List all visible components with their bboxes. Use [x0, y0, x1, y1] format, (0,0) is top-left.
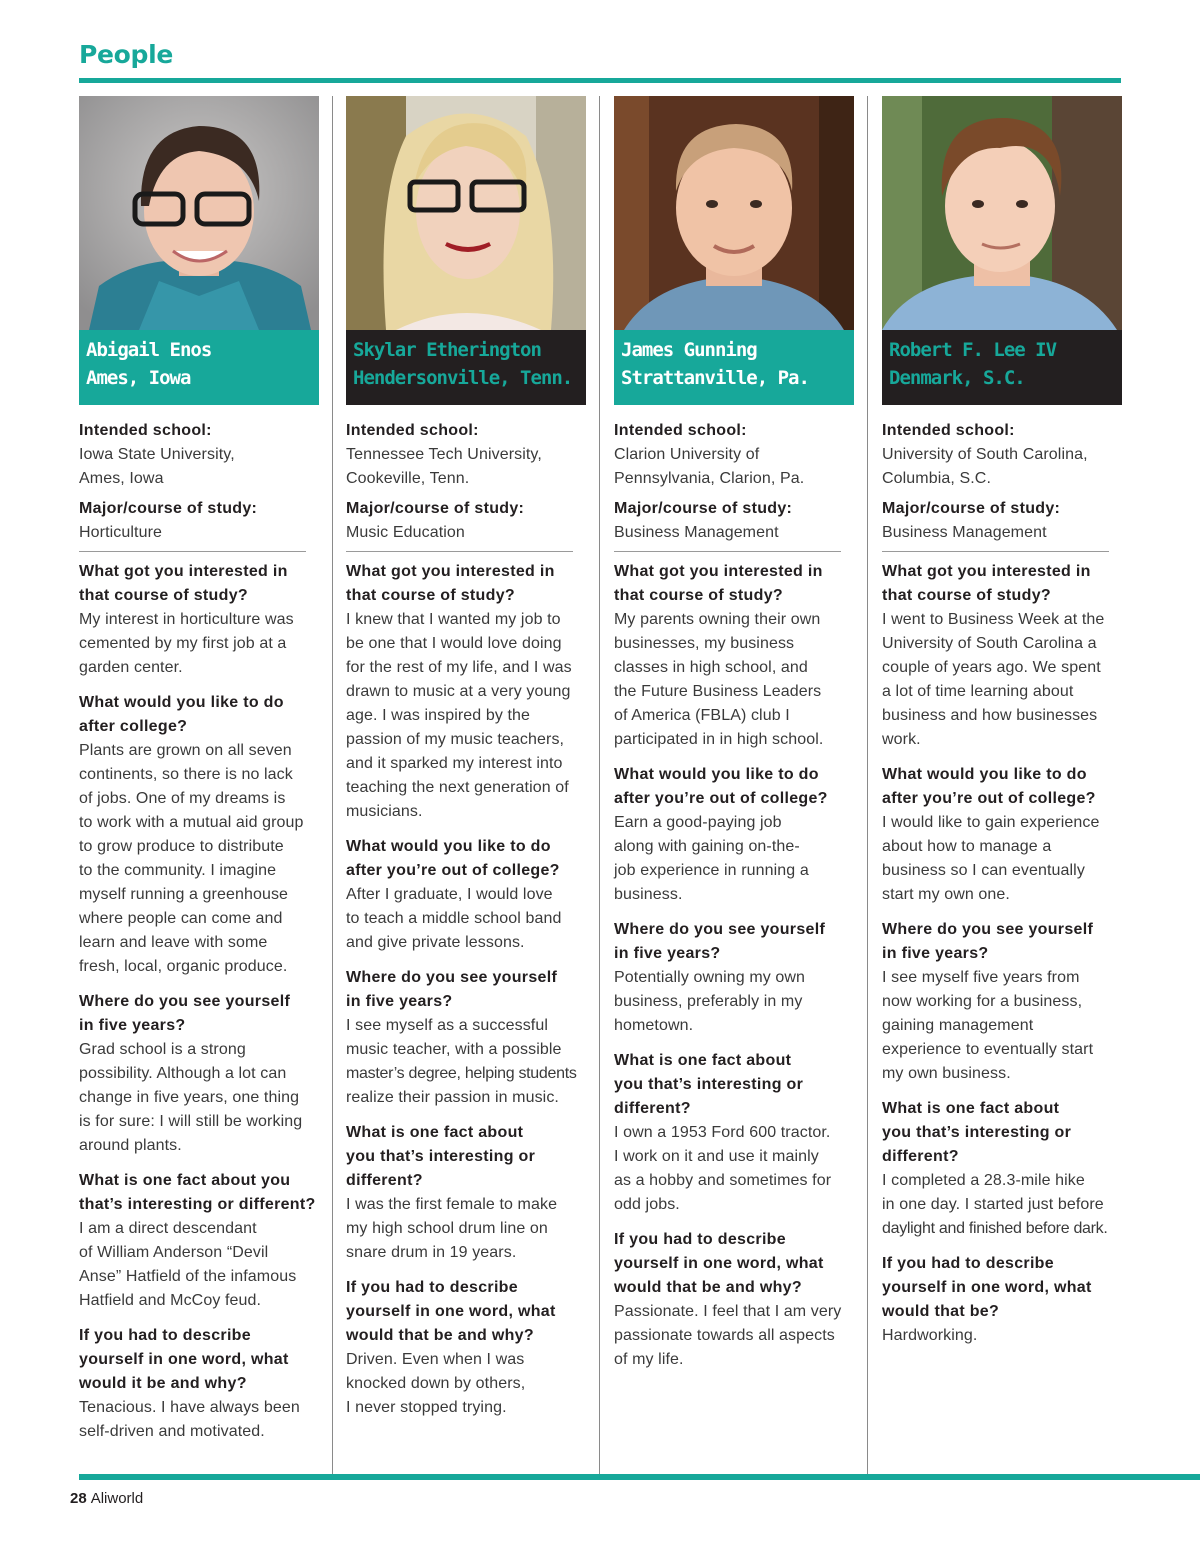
question-label: What would you like to do after you’re out of college? [346, 838, 560, 879]
profile-body [79, 405, 319, 1444]
answer-text: Horticulture [79, 524, 163, 541]
answer-text: I would like to gain experience about how to manage a business so I can eventually start my own one. [882, 814, 1100, 903]
question-label: What is one fact about you that’s interesting or different? [79, 1172, 316, 1213]
question-label: Intended school: [346, 422, 479, 439]
name-banner [614, 330, 854, 405]
profile-james-gunning [614, 96, 854, 1383]
question-label: What would you like to do after college? [79, 694, 284, 735]
answer-text: Business Management [614, 524, 779, 541]
question-label: Major/course of study: [346, 500, 525, 517]
question-label: What got you interested in that course of study? [614, 563, 823, 604]
person-location: Denmark, S.C. [889, 367, 1025, 389]
question-label: Where do you see yourself in five years? [614, 921, 826, 962]
section-divider [346, 551, 573, 552]
page-number: 28 [70, 1490, 87, 1507]
person-name: James Gunning [621, 339, 757, 361]
question-label: Major/course of study: [614, 500, 793, 517]
person-name: Skylar Etherington [353, 339, 541, 361]
answer-text: I completed a 28.3-mile hike in one day. I started just before daylight and finished before dark. [882, 1172, 1108, 1237]
answer-text: Clarion University of Pennsylvania, Clarion, Pa. [614, 446, 805, 487]
portrait-photo [882, 96, 1122, 330]
name-banner [882, 330, 1122, 405]
question-label: What got you interested in that course of study? [79, 563, 288, 604]
question-label: Where do you see yourself in five years? [882, 921, 1094, 962]
answer-text: Music Education [346, 524, 465, 541]
question-label: Where do you see yourself in five years? [79, 993, 291, 1034]
person-location: Strattanville, Pa. [621, 367, 809, 389]
answer-text: I am a direct descendant of William Anderson “Devil Anse” Hatfield of the infamous Hatfield and McCoy feud. [79, 1220, 297, 1309]
question-label: What is one fact about you that’s interesting or different? [882, 1100, 1072, 1165]
answer-text: My interest in horticulture was cemented by my first job at a garden center. [79, 611, 294, 676]
question-label: Intended school: [882, 422, 1015, 439]
question-label: What got you interested in that course of study? [882, 563, 1091, 604]
question-label: Where do you see yourself in five years? [346, 969, 558, 1010]
profile-body [346, 405, 586, 1420]
question-label: If you had to describe yourself in one word, what would that be and why? [346, 1279, 556, 1344]
answer-text: I went to Business Week at the University of South Carolina a couple of years ago. We spent a lot of time learning about business and how businesses work. [882, 611, 1105, 748]
question-label: Intended school: [614, 422, 747, 439]
answer-text: I see myself five years from now working for a business, gaining management experience to eventually start my own business. [882, 969, 1094, 1082]
question-label: What would you like to do after you’re out of college? [614, 766, 828, 807]
answer-text: My parents owning their own businesses, my business classes in high school, and the Future Business Leaders of America (FBLA) club I participated in in high school. [614, 611, 824, 748]
column-divider [332, 96, 333, 1474]
person-name: Abigail Enos [86, 339, 212, 361]
answer-text: Plants are grown on all seven continents, so there is no lack of jobs. One of my dreams is to work with a mutual aid group to grow produce to distribute to the community. I imagine myself running a greenhouse where people can come and learn and leave with some fresh, local, organic produce. [79, 742, 304, 975]
name-banner [79, 330, 319, 405]
person-location: Hendersonville, Tenn. [353, 367, 573, 389]
question-label: What is one fact about you that’s interesting or different? [346, 1124, 536, 1189]
question-label: Major/course of study: [79, 500, 258, 517]
answer-text: Tennessee Tech University, Cookeville, Tenn. [346, 446, 542, 487]
portrait-photo [614, 96, 854, 330]
profile-abigail-enos [79, 96, 319, 1455]
question-label: Intended school: [79, 422, 212, 439]
question-label: If you had to describe yourself in one word, what would it be and why? [79, 1327, 289, 1392]
bottom-rule [79, 1474, 1200, 1480]
profile-robert-lee [882, 96, 1122, 1359]
question-label: Major/course of study: [882, 500, 1061, 517]
answer-text: University of South Carolina, Columbia, S.C. [882, 446, 1088, 487]
section-divider [614, 551, 841, 552]
question-label: If you had to describe yourself in one word, what would that be? [882, 1255, 1092, 1320]
answer-text: After I graduate, I would love to teach a middle school band and give private lessons. [346, 886, 562, 951]
profile-body [614, 405, 854, 1372]
answer-text: I own a 1953 Ford 600 tractor. I work on it and use it mainly as a hobby and sometimes for odd jobs. [614, 1124, 832, 1213]
answer-text: Iowa State University, Ames, Iowa [79, 446, 235, 487]
column-divider [599, 96, 600, 1474]
question-label: What would you like to do after you’re out of college? [882, 766, 1096, 807]
name-banner [346, 330, 586, 405]
answer-text: I was the first female to make my high school drum line on snare drum in 19 years. [346, 1196, 558, 1261]
publication-name: Aliworld [90, 1490, 144, 1507]
profile-body [882, 405, 1122, 1348]
answer-text: Grad school is a strong possibility. Although a lot can change in five years, one thing is for sure: I will still be working around plants. [79, 1041, 303, 1154]
question-label: What is one fact about you that’s interesting or different? [614, 1052, 804, 1117]
answer-text: Passionate. I feel that I am very passionate towards all aspects of my life. [614, 1303, 842, 1368]
answer-text: I knew that I wanted my job to be one that I would love doing for the rest of my life, and I was drawn to music at a very young age. I was inspired by the passion of my music teachers, and it sparked my interest into teaching the next generation of musicians. [346, 611, 572, 820]
answer-text: Earn a good-paying job along with gaining on-the- job experience in running a business. [614, 814, 809, 903]
answer-text: Driven. Even when I was knocked down by others, I never stopped trying. [346, 1351, 526, 1416]
section-divider [79, 551, 306, 552]
answer-text: Tenacious. I have always been self-driven and motivated. [79, 1399, 300, 1440]
answer-text: Potentially owning my own business, preferably in my hometown. [614, 969, 806, 1034]
column-divider [867, 96, 868, 1474]
top-rule [79, 78, 1121, 83]
profile-skylar-etherington [346, 96, 586, 1431]
person-location: Ames, Iowa [86, 367, 191, 389]
answer-text: Business Management [882, 524, 1047, 541]
question-label: What got you interested in that course of study? [346, 563, 555, 604]
section-divider [882, 551, 1109, 552]
person-name: Robert F. Lee IV [889, 339, 1057, 361]
section-title: People [79, 40, 174, 69]
question-label: If you had to describe yourself in one word, what would that be and why? [614, 1231, 824, 1296]
page-footer [70, 1490, 143, 1507]
portrait-photo [79, 96, 319, 330]
answer-text: I see myself as a successful music teacher, with a possible master’s degree, helping students realize their passion in music. [346, 1017, 577, 1106]
answer-text: Hardworking. [882, 1327, 978, 1344]
portrait-photo [346, 96, 586, 330]
